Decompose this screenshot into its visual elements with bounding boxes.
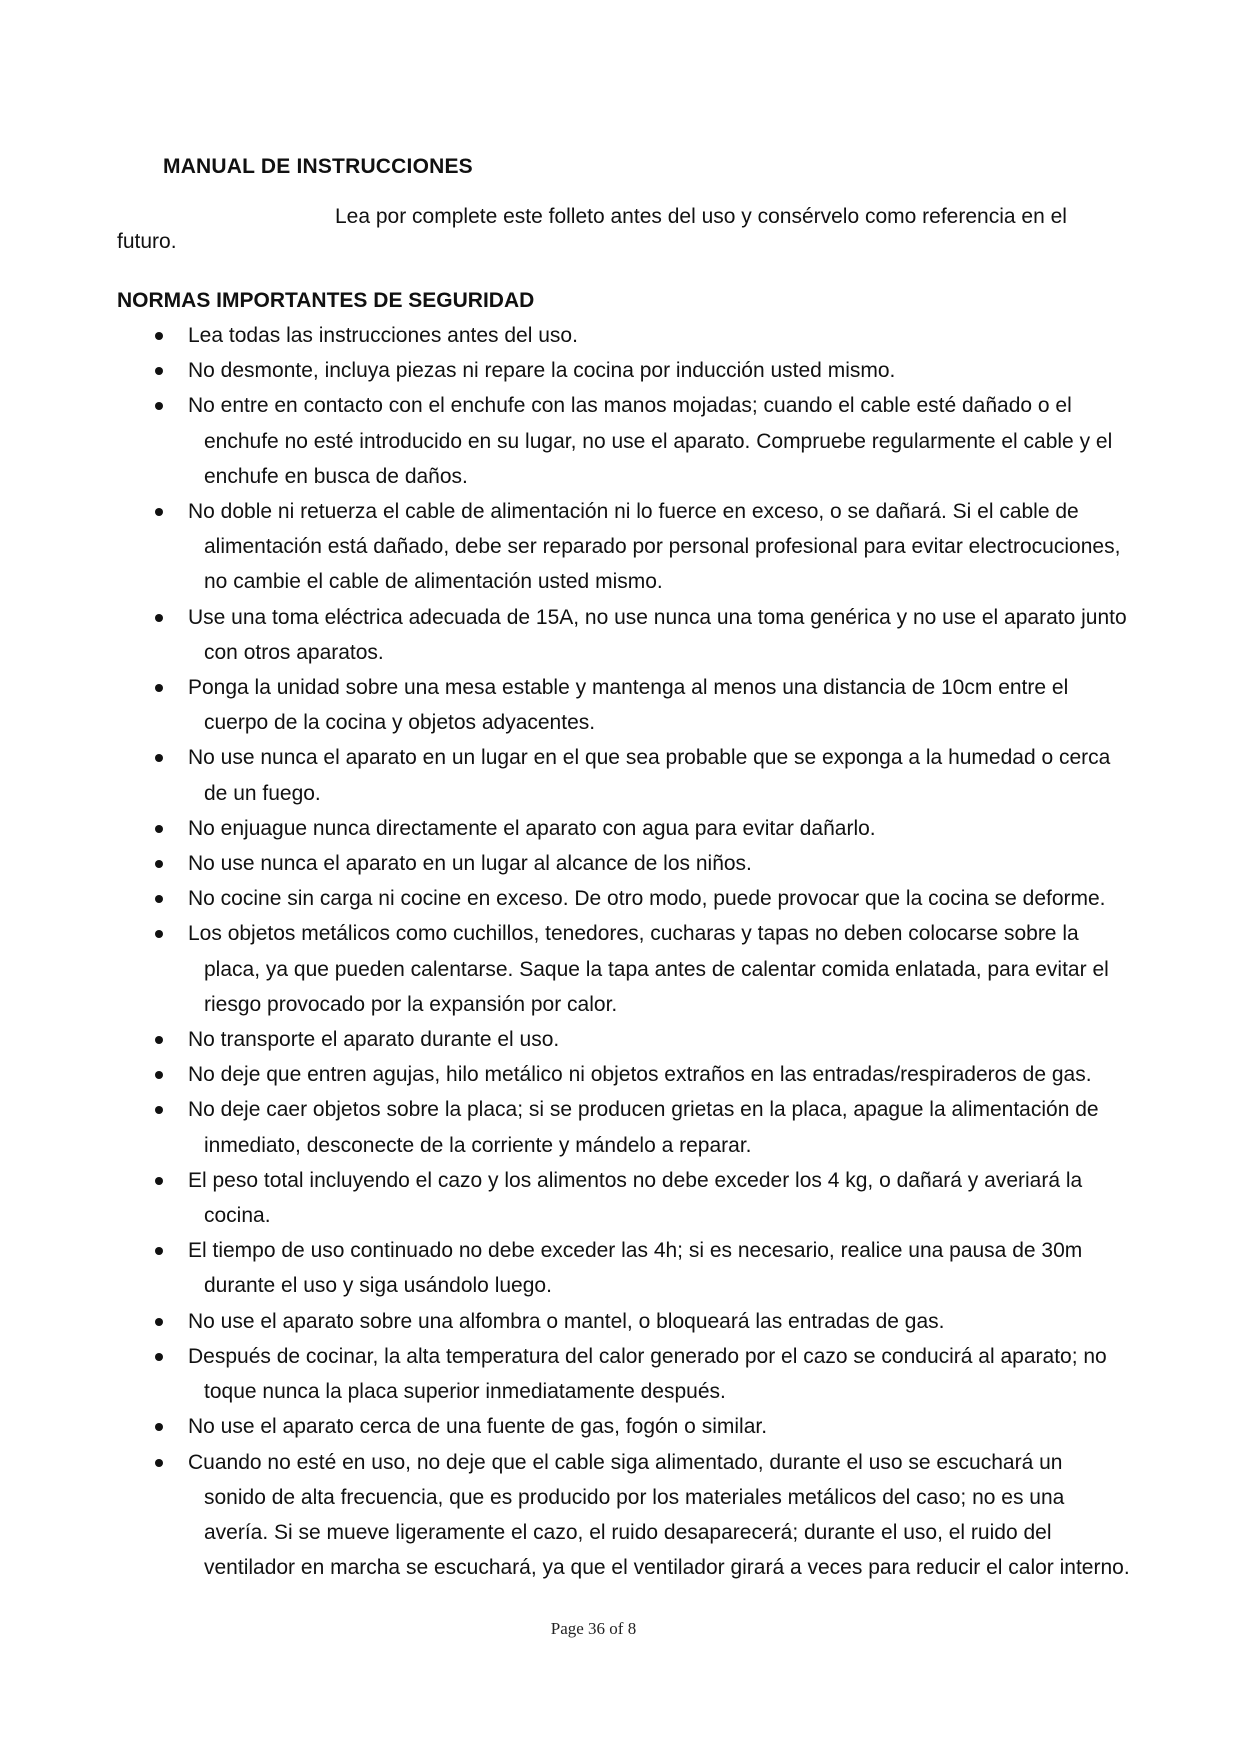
- page-footer: Page 36 of 8: [550, 1619, 637, 1638]
- list-item-text: Cuando no esté en uso, no deje que el cable siga alimentado, durante el uso se escuchará un sonido de alta frecuencia, que es producido por los materiales metálicos del caso; no es una avería. Si se mueve ligeramente el cazo, el ruido desaparecerá; durante el uso, el ruido del ventilador en marcha se escuchará, ya que el ventilador girará a veces para reducir el calor interno.: [188, 1450, 1130, 1580]
- bullet-icon: [155, 930, 163, 938]
- list-item: [150, 1445, 1130, 1586]
- section-heading: NORMAS IMPORTANTES DE SEGURIDAD: [117, 289, 535, 312]
- list-item: [150, 388, 1130, 494]
- bullet-icon: [155, 508, 163, 516]
- list-item: [150, 881, 1130, 916]
- list-item: [150, 318, 1130, 353]
- list-item-text: No deje caer objetos sobre la placa; si se producen grietas en la placa, apague la alimentación de inmediato, desconecte de la corriente y mándelo a reparar.: [188, 1098, 1099, 1157]
- list-item: [150, 1339, 1130, 1409]
- list-item-text: Después de cocinar, la alta temperatura del calor generado por el cazo se conducirá al aparato; no toque nunca la placa superior inmediatamente después.: [188, 1344, 1107, 1404]
- list-item: [150, 600, 1130, 670]
- bullet-icon: [155, 684, 163, 692]
- intro-text-continuation: futuro.: [117, 230, 177, 253]
- list-item: [150, 846, 1130, 881]
- list-item-text: Lea todas las instrucciones antes del uso.: [188, 324, 578, 347]
- list-item-text: No entre en contacto con el enchufe con las manos mojadas; cuando el cable esté dañado o el enchufe no esté introducido en su lugar, no use el aparato. Compruebe regularmente el cable y el enchufe en busca de daños.: [188, 394, 1113, 488]
- bullet-icon: [155, 825, 163, 833]
- bullet-icon: [155, 367, 163, 375]
- list-item-text: Los objetos metálicos como cuchillos, tenedores, cucharas y tapas no deben colocarse sobre la placa, ya que pueden calentarse. Saque la tapa antes de calentar comida enlatada, para evitar el riesgo provocado por la expansión por calor.: [188, 922, 1109, 1016]
- list-item: [150, 740, 1130, 810]
- list-item: [150, 811, 1130, 846]
- list-item-text: No use nunca el aparato en un lugar al alcance de los niños.: [188, 852, 752, 876]
- list-item-text: No deje que entren agujas, hilo metálico ni objetos extraños en las entradas/respiraderos de gas.: [188, 1063, 1092, 1087]
- list-item: [150, 1022, 1130, 1057]
- bullet-icon: [155, 754, 163, 762]
- bullet-icon: [155, 1106, 163, 1114]
- bullet-icon: [155, 1036, 163, 1044]
- list-item-text: El tiempo de uso continuado no debe exceder las 4h; si es necesario, realice una pausa de 30m durante el uso y siga usándolo luego.: [188, 1239, 1083, 1298]
- list-item-text: No use el aparato cerca de una fuente de gas, fogón o similar.: [188, 1415, 768, 1439]
- page-title: MANUAL DE INSTRUCCIONES: [163, 155, 473, 178]
- list-item: [150, 1057, 1130, 1092]
- list-item-text: No desmonte, incluya piezas ni repare la cocina por inducción usted mismo.: [188, 359, 896, 383]
- list-item-text: El peso total incluyendo el cazo y los alimentos no debe exceder los 4 kg, o dañará y averiará la cocina.: [188, 1168, 1083, 1228]
- list-item-text: No doble ni retuerza el cable de alimentación ni lo fuerce en exceso, o se dañará. Si el cable de alimentación está dañado, debe ser reparado por personal profesional para evitar electrocuciones, no cambie el cable de alimentación usted mismo.: [188, 500, 1121, 594]
- list-item: [150, 1304, 1130, 1339]
- list-item: [150, 1163, 1130, 1233]
- bullet-icon: [155, 1459, 163, 1467]
- bullet-icon: [155, 614, 163, 622]
- intro-text: Lea por complete este folleto antes del uso y consérvelo como referencia en el: [335, 205, 1067, 228]
- list-item: [150, 494, 1130, 600]
- list-item-text: Ponga la unidad sobre una mesa estable y mantenga al menos una distancia de 10cm entre el cuerpo de la cocina y objetos adyacentes.: [188, 676, 1069, 735]
- list-item: [150, 916, 1130, 1022]
- list-item: [150, 1092, 1130, 1162]
- list-item-text: No use nunca el aparato en un lugar en el que sea probable que se exponga a la humedad o cerca de un fuego.: [188, 746, 1111, 805]
- bullet-icon: [155, 332, 163, 340]
- bullet-icon: [155, 1423, 163, 1431]
- list-item-text: No transporte el aparato durante el uso.: [188, 1028, 560, 1052]
- list-item: [150, 670, 1130, 740]
- bullet-icon: [155, 1247, 163, 1255]
- list-item-text: No use el aparato sobre una alfombra o mantel, o bloqueará las entradas de gas.: [188, 1309, 945, 1333]
- bullet-icon: [155, 860, 163, 868]
- list-item-text: No enjuague nunca directamente el aparato con agua para evitar dañarlo.: [188, 816, 876, 840]
- bullet-icon: [155, 1318, 163, 1326]
- bullet-icon: [155, 895, 163, 903]
- bullet-icon: [155, 402, 163, 410]
- list-item-text: Use una toma eléctrica adecuada de 15A, no use nunca una toma genérica y no use el aparato junto con otros aparatos.: [188, 605, 1127, 664]
- bullet-icon: [155, 1071, 163, 1079]
- list-item: [150, 1409, 1130, 1444]
- bullet-icon: [155, 1177, 163, 1185]
- list-item: [150, 353, 1130, 388]
- bullet-icon: [155, 1353, 163, 1361]
- safety-rules-list: [150, 318, 1130, 1585]
- list-item: [150, 1233, 1130, 1303]
- list-item-text: No cocine sin carga ni cocine en exceso. De otro modo, puede provocar que la cocina se deforme.: [188, 887, 1106, 911]
